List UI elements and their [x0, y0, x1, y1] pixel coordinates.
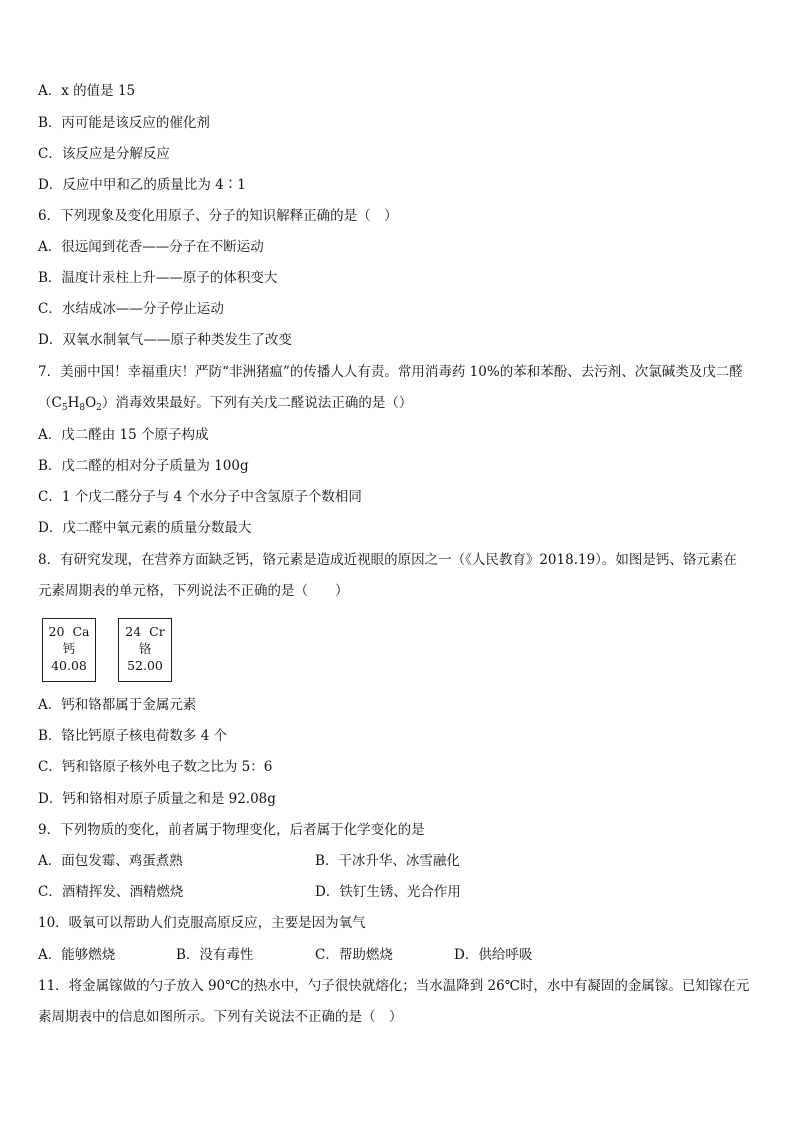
- q6-option-a: A．很远闻到花香——分子在不断运动: [38, 239, 264, 255]
- element-mass: 52.00: [127, 658, 163, 673]
- q8-option-c: C．钙和铬原子核外电子数之比为 5：6: [38, 759, 273, 775]
- q7-formula: $(C_5H_8O_2)$: [38, 395, 116, 413]
- q6-option-d: D．双氧水制氧气——原子种类发生了改变: [38, 332, 292, 348]
- q9-option-b: B．干冰升华、冰雪融化: [315, 853, 460, 869]
- q9-option-a: A．面包发霉、鸡蛋煮熟: [38, 853, 183, 869]
- q8-option-a: A．钙和铬都属于金属元素: [38, 697, 197, 713]
- q7-option-c: C．1 个戊二醛分子与 4 个水分子中含氢原子个数相同: [38, 489, 362, 505]
- element-number: 24: [125, 624, 142, 639]
- q5-option-a: A．x 的值是 15: [38, 83, 136, 99]
- element-name: 钙: [62, 641, 76, 656]
- q5-option-d: D．反应中甲和乙的质量比为 4∶1: [38, 177, 246, 193]
- q7-stem-line2: [38, 394, 412, 417]
- q8-stem-line1: 8．有研究发现，在营养方面缺乏钙，铬元素是造成近视眼的原因之一（《人民教育》2018.19）。如图是钙、铬元素在: [38, 552, 737, 568]
- q9-stem: 9．下列物质的变化，前者属于物理变化，后者属于化学变化的是: [38, 822, 425, 838]
- element-symbol: Cr: [149, 624, 165, 639]
- q8-option-d: D．钙和铬相对原子质量之和是 92.08g: [38, 791, 276, 807]
- q9-option-d: D．铁钉生锈、光合作用: [315, 884, 461, 900]
- element-number: 20: [48, 624, 65, 639]
- q8-stem-line2: 元素周期表的单元格，下列说法不正确的是（ ）: [38, 583, 349, 599]
- q7-option-a: A．戊二醛由 15 个原子构成: [38, 427, 209, 443]
- q11-stem-line1: 11．将金属镓做的勺子放入 90℃的热水中，勺子很快就熔化；当水温降到 26℃时，水中有凝固的金属镓。已知镓在元: [38, 978, 750, 994]
- q10-option-d: D．供给呼吸: [454, 947, 533, 963]
- element-name: 铬: [138, 641, 152, 656]
- element-mass: 40.08: [51, 658, 87, 673]
- q11-stem-line2: 素周期表中的信息如图所示。下列有关说法不正确的是（ ）: [38, 1009, 403, 1025]
- q5-option-b: B．丙可能是该反应的催化剂: [38, 115, 210, 131]
- q10-option-a: A．能够燃烧: [38, 947, 116, 963]
- element-cell-chromium: [118, 618, 172, 682]
- q8-option-b: B．铬比钙原子核电荷数多 4 个: [38, 728, 228, 744]
- q7-stem-line1: 7．美丽中国！幸福重庆！严防“非洲猪瘟”的传播人人有责。常用消毒药 10%的苯和苯酚、去污剂、次氯碱类及戊二醛: [38, 364, 743, 380]
- q10-option-c: C．帮助燃烧: [315, 947, 393, 963]
- q6-stem: 6．下列现象及变化用原子、分子的知识解释正确的是（ ）: [38, 208, 398, 224]
- element-symbol: Ca: [72, 624, 90, 639]
- q6-option-c: C．水结成冰——分子停止运动: [38, 301, 224, 317]
- q7-option-b: B．戊二醛的相对分子质量为 100g: [38, 458, 249, 474]
- q10-option-b: B．没有毒性: [176, 947, 254, 963]
- q7-stem-line2-text: 消毒效果最好。下列有关戊二醛说法正确的是（）: [115, 395, 413, 411]
- element-cell-calcium: [42, 618, 96, 682]
- q7-option-d: D．戊二醛中氧元素的质量分数最大: [38, 520, 252, 536]
- q10-stem: 10．吸氧可以帮助人们克服高原反应，主要是因为氧气: [38, 915, 366, 931]
- q6-option-b: B．温度计汞柱上升——原子的体积变大: [38, 270, 278, 286]
- q5-option-c: C．该反应是分解反应: [38, 146, 170, 162]
- q9-option-c: C．酒精挥发、酒精燃烧: [38, 884, 184, 900]
